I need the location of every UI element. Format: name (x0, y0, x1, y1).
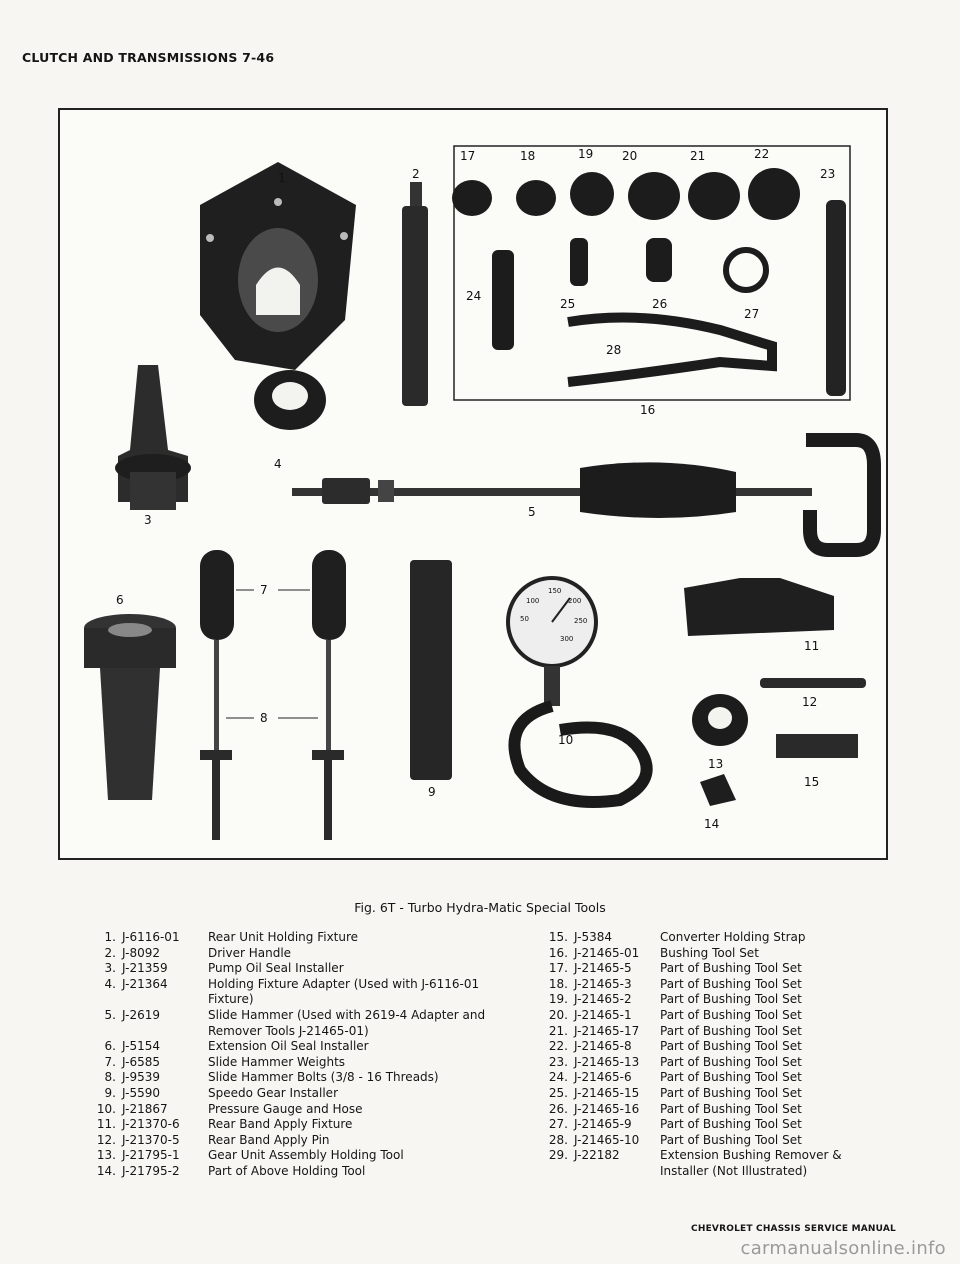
part-code: J-21465-01 (574, 945, 640, 960)
gauge-label-200: 200 (568, 597, 582, 605)
part-row (540, 1133, 880, 1149)
tool-13-holding-tool (692, 694, 748, 746)
part-num: 27. (548, 1117, 568, 1132)
part-num: 2. (104, 945, 116, 960)
part-num: 4. (104, 976, 116, 991)
part-desc: Part of Bushing Tool Set (660, 961, 802, 976)
part-desc: Slide Hammer (Used with 2619-4 Adapter and Remover Tools J-21465-01) (208, 1007, 486, 1038)
tool-9-speedo-installer (410, 560, 452, 780)
part-desc: Part of Bushing Tool Set (660, 1007, 802, 1022)
callout-4: 4 (274, 457, 282, 471)
part-num: 26. (548, 1101, 568, 1116)
part-code: J-21465-9 (574, 1117, 632, 1132)
callout-18: 18 (520, 149, 536, 163)
callout-15: 15 (804, 775, 820, 789)
part-num: 20. (548, 1007, 568, 1022)
part-code: J-21465-2 (574, 992, 632, 1007)
callout-10: 10 (558, 733, 574, 747)
tool-6-extension-installer (84, 614, 176, 800)
part-num: 23. (548, 1054, 568, 1069)
part-num: 21. (548, 1023, 568, 1038)
part-row (88, 930, 488, 946)
part-code: J-21465-13 (574, 1054, 640, 1069)
tool-5-slide-hammer (292, 440, 874, 550)
part-desc: Part of Bushing Tool Set (660, 1070, 802, 1085)
callout-20: 20 (622, 149, 638, 163)
part-desc: Extension Oil Seal Installer (208, 1039, 369, 1054)
callout-14: 14 (704, 817, 720, 831)
callout-3: 3 (144, 513, 152, 527)
part-code: J-21465-3 (574, 976, 632, 991)
part-code: J-22182 (574, 1148, 620, 1163)
part-code: J-2619 (122, 1007, 160, 1022)
part-num: 3. (104, 961, 116, 976)
part-desc: Part of Bushing Tool Set (660, 1054, 802, 1069)
part-row (88, 1008, 488, 1039)
tool-4-fixture-adapter (254, 370, 326, 430)
part-row (540, 992, 880, 1008)
part-num: 7. (104, 1054, 116, 1069)
callout-11: 11 (804, 639, 820, 653)
part-row (540, 930, 880, 946)
part-desc: Part of Bushing Tool Set (660, 976, 802, 991)
tool-2-driver-handle (402, 182, 428, 406)
part-code: J-5154 (122, 1039, 160, 1054)
tool-3-seal-installer (115, 365, 191, 510)
part-desc: Converter Holding Strap (660, 930, 806, 944)
part-num: 1. (104, 930, 116, 944)
part-code: J-5590 (122, 1085, 160, 1100)
part-desc: Gear Unit Assembly Holding Tool (208, 1148, 404, 1163)
part-row (88, 1148, 488, 1164)
part-num: 5. (104, 1007, 116, 1022)
part-code: J-8092 (122, 945, 160, 960)
gauge-label-300: 300 (560, 635, 574, 643)
gauge-label-50: 50 (520, 615, 529, 623)
parts-list-left (88, 930, 488, 1180)
part-num: 6. (104, 1039, 116, 1054)
callout-22: 22 (754, 147, 770, 161)
part-desc: Part of Bushing Tool Set (660, 1101, 802, 1116)
callout-13: 13 (708, 757, 724, 771)
part-num: 24. (548, 1070, 568, 1085)
tool-28-pliers (568, 318, 772, 383)
part-row (540, 946, 880, 962)
tool-7-8-weights-bolts (200, 550, 346, 840)
part-num: 28. (548, 1132, 568, 1147)
part-row (88, 946, 488, 962)
part-row (540, 1148, 880, 1179)
part-row (88, 1102, 488, 1118)
callout-6: 6 (116, 593, 124, 607)
watermark: carmanualsonline.info (740, 1238, 946, 1259)
part-desc: Rear Band Apply Fixture (208, 1117, 353, 1132)
part-num: 15. (548, 930, 568, 944)
part-code: J-21795-2 (122, 1163, 180, 1178)
part-row (88, 1055, 488, 1071)
part-desc: Driver Handle (208, 945, 292, 960)
part-code: J-21364 (122, 976, 168, 991)
tool-10-pressure-gauge (508, 578, 647, 802)
part-code: J-6116-01 (122, 930, 180, 944)
part-code: J-6585 (122, 1054, 160, 1069)
part-num: 14. (96, 1163, 116, 1178)
part-code: J-21370-6 (122, 1117, 180, 1132)
tool-12-apply-pin (760, 678, 866, 688)
part-row (540, 1008, 880, 1024)
part-code: J-21867 (122, 1101, 168, 1116)
callout-17: 17 (460, 149, 476, 163)
tools-illustration (60, 110, 886, 858)
callout-16: 16 (640, 403, 656, 417)
part-num: 19. (548, 992, 568, 1007)
page-footer: CHEVROLET CHASSIS SERVICE MANUAL (691, 1224, 896, 1234)
part-num: 17. (548, 961, 568, 976)
part-desc: Pressure Gauge and Hose (208, 1101, 363, 1116)
page-header: CLUTCH AND TRANSMISSIONS 7-46 (22, 50, 275, 65)
part-num: 16. (548, 945, 568, 960)
callout-24: 24 (466, 289, 482, 303)
part-row (88, 1086, 488, 1102)
part-code: J-21465-6 (574, 1070, 632, 1085)
part-num: 12. (96, 1132, 116, 1147)
part-desc: Pump Oil Seal Installer (208, 961, 344, 976)
callout-27: 27 (744, 307, 760, 321)
part-desc: Part of Bushing Tool Set (660, 992, 802, 1007)
part-code: J-21465-15 (574, 1085, 640, 1100)
part-code: J-21465-1 (574, 1007, 632, 1022)
part-row (540, 1039, 880, 1055)
tool-15-holding-strap (776, 734, 858, 758)
figure-caption: Fig. 6T - Turbo Hydra-Matic Special Tools (354, 900, 606, 915)
parts-list-right (540, 930, 880, 1180)
part-num: 22. (548, 1039, 568, 1054)
part-row (540, 977, 880, 993)
part-row (88, 961, 488, 977)
part-desc: Rear Band Apply Pin (208, 1132, 330, 1147)
part-code: J-9539 (122, 1070, 160, 1085)
part-row (88, 1117, 488, 1133)
part-row (540, 1055, 880, 1071)
part-code: J-21465-5 (574, 961, 632, 976)
part-code: J-21795-1 (122, 1148, 180, 1163)
callout-25: 25 (560, 297, 576, 311)
gauge-label-100: 100 (526, 597, 540, 605)
part-code: J-21465-8 (574, 1039, 632, 1054)
callout-21: 21 (690, 149, 706, 163)
part-desc: Slide Hammer Bolts (3/8 - 16 Threads) (208, 1070, 439, 1085)
part-desc: Slide Hammer Weights (208, 1054, 346, 1069)
part-num: 9. (104, 1085, 116, 1100)
part-row (88, 977, 488, 1008)
bushing-tools-17-22 (452, 168, 800, 220)
part-desc: Rear Unit Holding Fixture (208, 930, 359, 944)
part-code: J-21465-16 (574, 1101, 640, 1116)
part-desc: Bushing Tool Set (660, 945, 759, 960)
callout-5: 5 (528, 505, 536, 519)
part-row (540, 1102, 880, 1118)
callout-2: 2 (412, 167, 420, 181)
part-code: J-5384 (574, 930, 612, 944)
part-code: J-21465-17 (574, 1023, 640, 1038)
callout-23: 23 (820, 167, 836, 181)
callout-7: 7 (260, 583, 268, 597)
part-num: 8. (104, 1070, 116, 1085)
part-num: 13. (96, 1148, 116, 1163)
tools-photo (58, 108, 888, 860)
tool-1-holding-fixture (200, 162, 356, 370)
tool-14-holding-part (700, 774, 736, 806)
part-row (540, 961, 880, 977)
part-code: J-21359 (122, 961, 168, 976)
callout-28: 28 (606, 343, 622, 357)
part-num: 29. (548, 1148, 568, 1163)
callout-19: 19 (578, 147, 594, 161)
callout-8: 8 (260, 711, 268, 725)
part-desc: Holding Fixture Adapter (Used with J-6116-01 Fixture) (208, 976, 480, 1007)
callout-9: 9 (428, 785, 436, 799)
part-num: 18. (548, 976, 568, 991)
part-code: J-21370-5 (122, 1132, 180, 1147)
callout-12: 12 (802, 695, 818, 709)
part-desc: Speedo Gear Installer (208, 1085, 338, 1100)
part-row (540, 1117, 880, 1133)
part-desc: Part of Above Holding Tool (208, 1163, 366, 1178)
callout-1: 1 (278, 171, 286, 185)
part-desc: Part of Bushing Tool Set (660, 1085, 802, 1100)
part-desc: Part of Bushing Tool Set (660, 1132, 802, 1147)
part-num: 25. (548, 1085, 568, 1100)
part-row (88, 1164, 488, 1180)
part-desc: Part of Bushing Tool Set (660, 1039, 802, 1054)
part-row (88, 1039, 488, 1055)
gauge-label-250: 250 (574, 617, 588, 625)
part-num: 10. (96, 1101, 116, 1116)
part-desc: Part of Bushing Tool Set (660, 1023, 802, 1038)
part-code: J-21465-10 (574, 1132, 640, 1147)
part-desc: Part of Bushing Tool Set (660, 1117, 802, 1132)
part-row (88, 1070, 488, 1086)
part-row (540, 1086, 880, 1102)
part-row (540, 1070, 880, 1086)
tool-11-apply-fixture (684, 578, 834, 636)
tool-23-bushing-rod (826, 200, 846, 396)
callout-26: 26 (652, 297, 668, 311)
part-row (540, 1024, 880, 1040)
part-num: 11. (96, 1117, 116, 1132)
part-desc: Extension Bushing Remover & Installer (Not Illustrated) (660, 1148, 842, 1178)
part-row (88, 1133, 488, 1149)
gauge-label-150: 150 (548, 587, 562, 595)
